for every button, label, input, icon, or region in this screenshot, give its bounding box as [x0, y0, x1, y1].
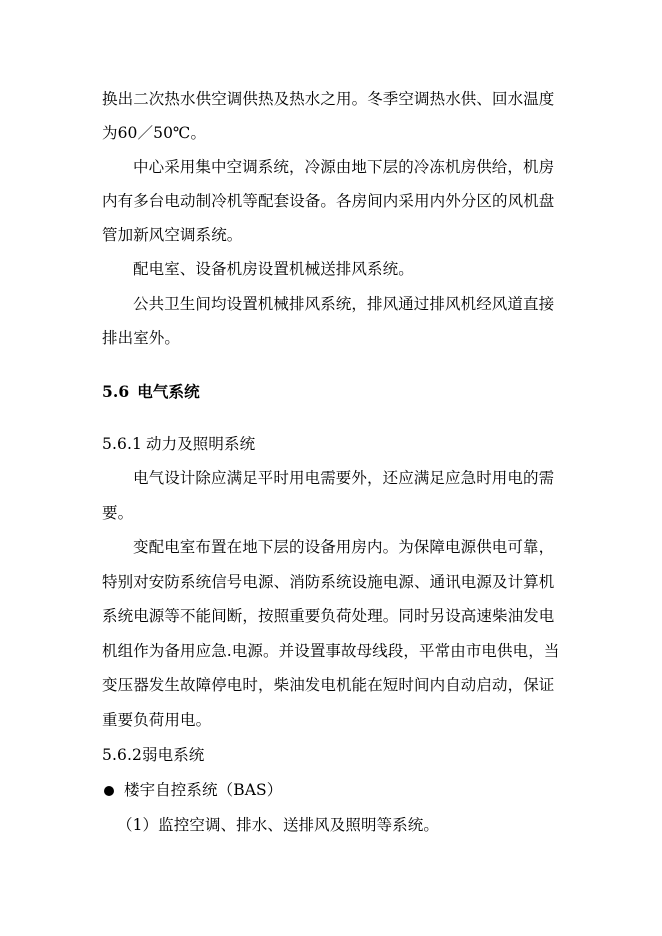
subsection-title: 动力及照明系统 — [146, 435, 256, 453]
paragraph-line: 换出二次热水供空调供热及热水之用。冬季空调热水供、回水温度 — [102, 90, 555, 108]
paragraph-line: 排出室外。 — [102, 329, 181, 347]
paragraph-line: 为60／50℃。 — [102, 124, 207, 142]
paragraph-line: 内有多台电动制冷机等配套设备。各房间内采用内外分区的风机盘 — [102, 192, 555, 210]
paragraph-line: 特别对安防系统信号电源、消防系统设施电源、通讯电源及计算机 — [102, 573, 555, 591]
list-item: （1）监控空调、排水、送排风及照明等系统。 — [117, 816, 439, 834]
paragraph-line: 电气设计除应满足平时用电需要外，还应满足应急时用电的需 — [133, 469, 555, 487]
paragraph-line: 配电室、设备机房设置机械送排风系统。 — [133, 260, 414, 278]
section-number: 5.6 — [102, 382, 130, 401]
paragraph-line: 重要负荷用电。 — [102, 711, 212, 729]
bullet-icon — [104, 786, 114, 796]
subsection-number: 5.6.2 — [102, 746, 142, 764]
paragraph-line: 中心采用集中空调系统，冷源由地下层的冷冻机房供给，机房 — [133, 158, 555, 176]
paragraph-line: 要。 — [102, 504, 134, 522]
section-heading — [102, 382, 562, 402]
subsection-title: 弱电系统 — [142, 746, 205, 764]
subsection-heading — [102, 434, 562, 454]
paragraph-line: 管加新风空调系统。 — [102, 226, 243, 244]
subsection-heading — [102, 745, 562, 765]
paragraph-line: 变配电室布置在地下层的设备用房内。为保障电源供电可靠， — [133, 538, 555, 556]
subsection-number: 5.6.1 — [102, 435, 142, 453]
paragraph-line: 公共卫生间均设置机械排风系统，排风通过排风机经风道直接 — [133, 295, 555, 313]
section-title: 电气系统 — [137, 382, 200, 401]
paragraph-line: 变压器发生故障停电时，柴油发电机能在短时间内自动启动，保证 — [102, 676, 555, 694]
bullet-item: 楼宇自控系统（BAS） — [124, 781, 283, 799]
paragraph-line: 机组作为备用应急.电源。并设置事故母线段，平常由市电供电，当 — [102, 642, 560, 660]
paragraph-line: 系统电源等不能间断，按照重要负荷处理。同时另设高速柴油发电 — [102, 607, 555, 625]
